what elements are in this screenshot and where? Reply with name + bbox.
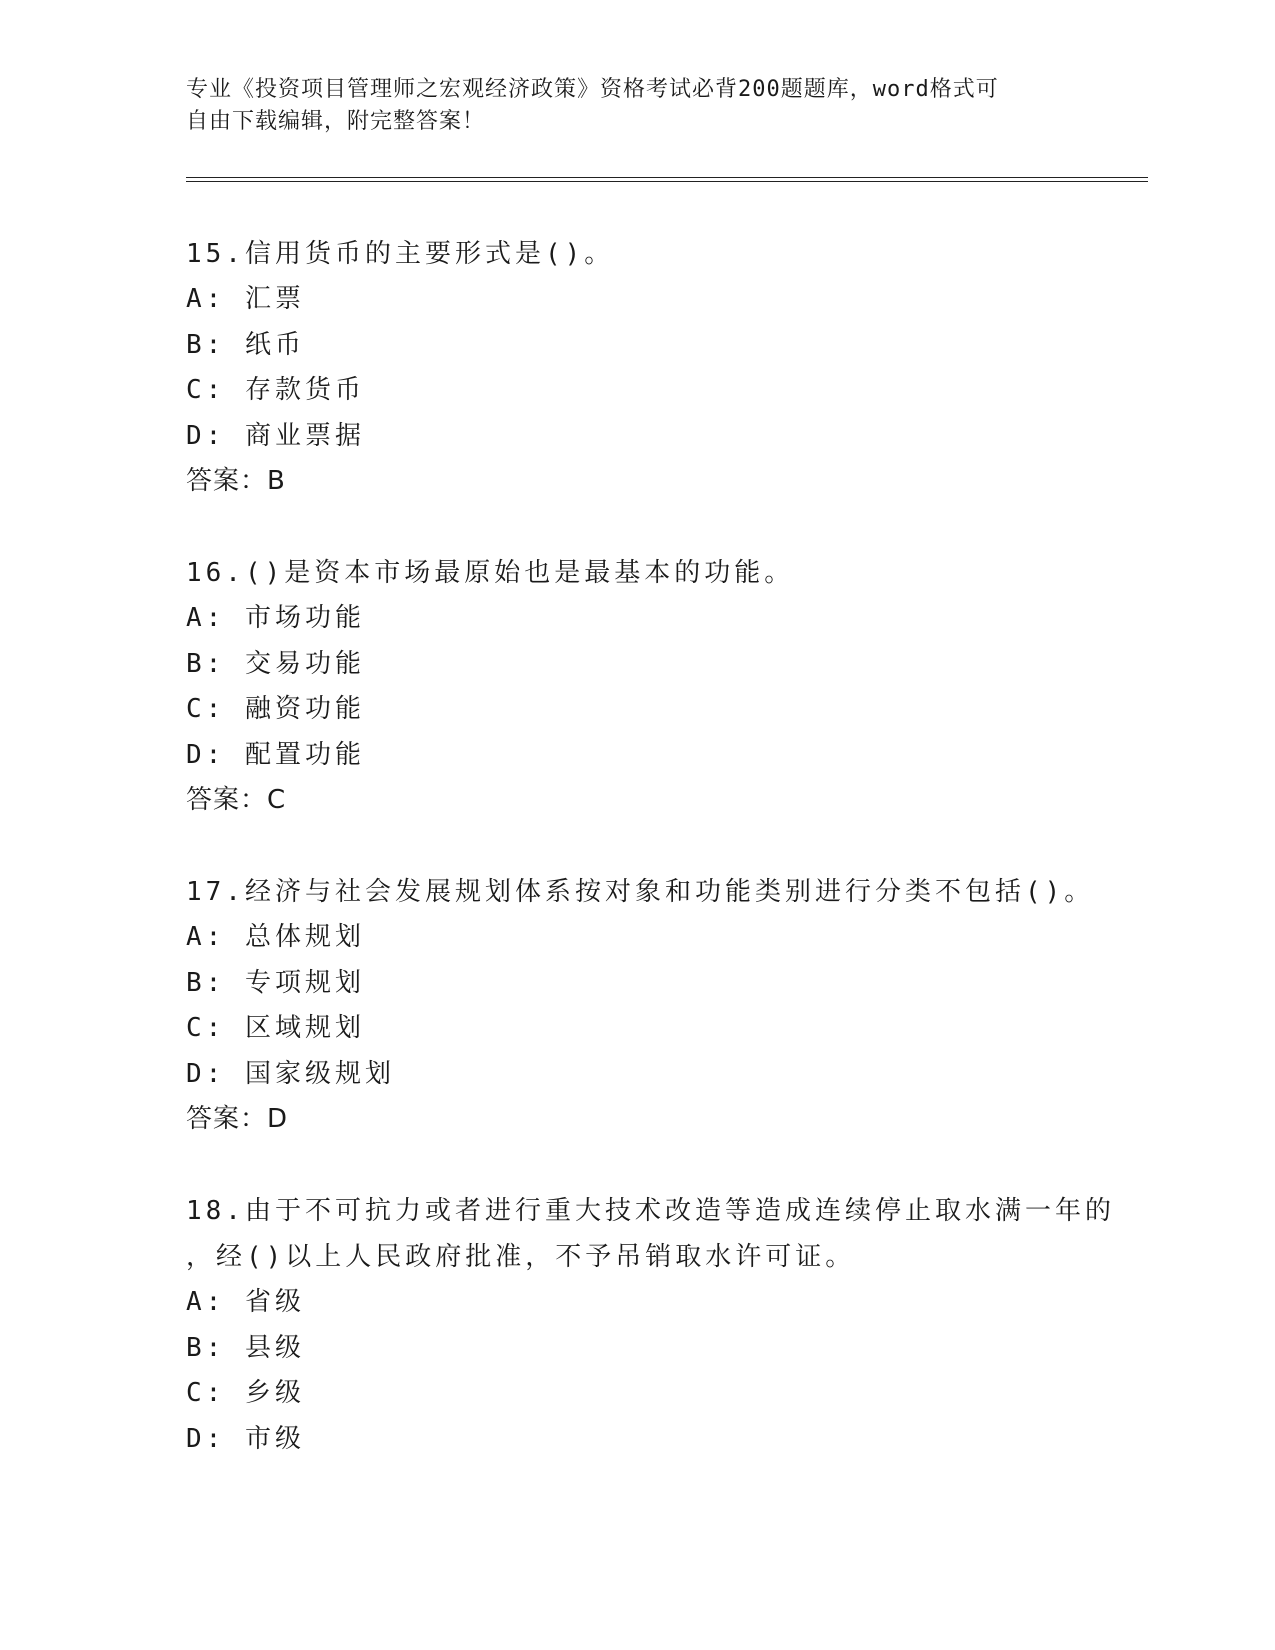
header-divider-top [186, 177, 1148, 178]
option-a: A: 省级 [186, 1287, 305, 1317]
question-15 [186, 231, 1086, 505]
question-stem: 15.信用货币的主要形式是()。 [186, 239, 615, 269]
option-c: C: 乡级 [186, 1378, 305, 1408]
option-d: D: 市级 [186, 1423, 305, 1454]
option-b: B: 纸币 [186, 329, 305, 360]
option-c: C: 融资功能 [186, 694, 365, 724]
option-b: B: 县级 [186, 1332, 305, 1363]
option-a: A: 市场功能 [186, 603, 365, 633]
question-stem-line-2: ，经()以上人民政府批准，不予吊销取水许可证。 [186, 1242, 856, 1272]
question-stem: 17.经济与社会发展规划体系按对象和功能类别进行分类不包括()。 [186, 877, 1095, 907]
header-line-2: 自由下载编辑，附完整答案！ [186, 109, 486, 134]
option-d: D: 国家级规划 [186, 1058, 395, 1089]
header-divider-bottom [186, 181, 1148, 182]
question-16 [186, 550, 1086, 824]
option-a: A: 汇票 [186, 284, 305, 314]
question-17 [186, 869, 1095, 1143]
option-d: D: 配置功能 [186, 739, 365, 770]
option-b: B: 交易功能 [186, 648, 365, 679]
option-b: B: 专项规划 [186, 967, 365, 998]
answer: 答案：B [186, 466, 286, 496]
option-c: C: 区域规划 [186, 1013, 365, 1043]
option-c: C: 存款货币 [186, 375, 365, 405]
answer: 答案：C [186, 785, 287, 815]
option-d: D: 商业票据 [186, 420, 365, 451]
question-stem: 16.()是资本市场最原始也是最基本的功能。 [186, 558, 795, 588]
question-18 [186, 1188, 1115, 1462]
answer: 答案：D [186, 1104, 289, 1134]
document-header [186, 74, 1066, 138]
option-a: A: 总体规划 [186, 922, 365, 952]
question-stem-line-1: 18.由于不可抗力或者进行重大技术改造等造成连续停止取水满一年的 [186, 1196, 1115, 1226]
header-line-1: 专业《投资项目管理师之宏观经济政策》资格考试必背200题题库，word格式可 [186, 77, 999, 102]
